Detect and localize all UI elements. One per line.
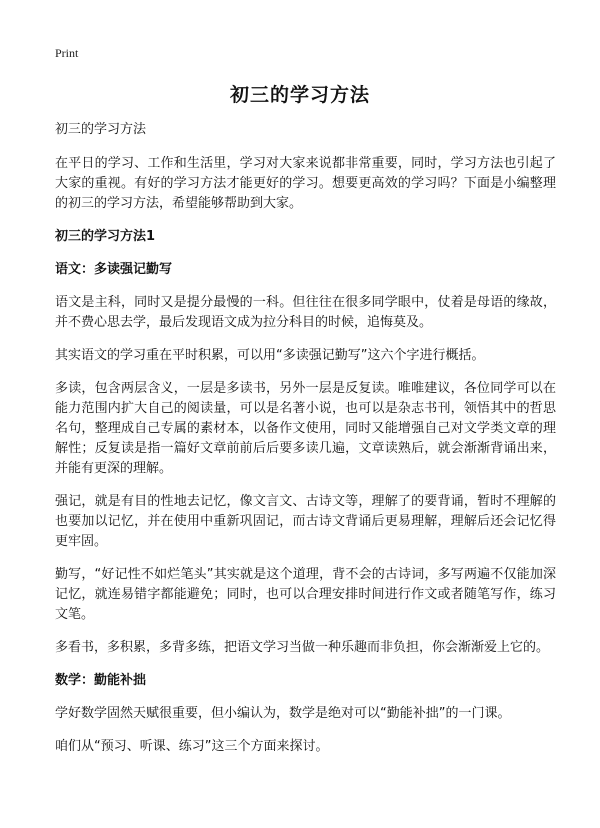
chinese-paragraph-4: 强记，就是有目的性地去记忆，像文言文、古诗文等，理解了的要背诵，暂时不理解的也要加以记忆，并在使用中重新巩固记，而古诗文背诵后更易理解，理解后还会记忆得更牢固。 <box>55 494 556 549</box>
math-paragraph-2: 咱们从“预习、听课、练习”这三个方面来探讨。 <box>55 739 329 754</box>
article-subtitle: 初三的学习方法 <box>55 122 147 137</box>
chinese-paragraph-2: 其实语文的学习重在平时积累，可以用“多读强记勤写”这六个字进行概括。 <box>55 348 485 363</box>
math-paragraph-1: 学好数学固然天赋很重要，但小编认为，数学是绝对可以“勤能补拙”的一门课。 <box>55 706 511 721</box>
print-label[interactable]: Print <box>55 46 79 60</box>
chinese-paragraph-3: 多读，包含两层含义，一层是多读书，另外一层是反复读。唯唯建议，各位同学可以在能力范围内扩大自己的阅读量，可以是名著小说，也可以是杂志书刊，领悟其中的哲思名句，整理成自己专属的素材本，以备作文使用，同时又能增强自己对文学类文章的理解性；反复读是指一篇好文章前前后后要多读几遍，文章读熟后，就会渐渐背诵出来，并能有更深的理解。 <box>55 381 556 476</box>
intro-paragraph: 在平日的学习、工作和生活里，学习对大家来说都非常重要，同时，学习方法也引起了大家的重视。有好的学习方法才能更好的学习。想要更高效的学习吗？下面是小编整理的初三的学习方法，希望能够帮助到大家。 <box>55 156 556 211</box>
page-title: 初三的学习方法 <box>229 84 370 106</box>
chinese-paragraph-5: 勤写，“好记性不如烂笔头”其实就是这个道理，背不会的古诗词，多写两遍不仅能加深记忆，就连易错字都能避免；同时，也可以合理安排时间进行作文或者随笔写作，练习文笔。 <box>55 567 556 622</box>
math-heading: 数学：勤能补拙 <box>55 673 147 688</box>
section-heading: 初三的学习方法1 <box>55 229 156 244</box>
chinese-paragraph-1: 语文是主科，同时又是提分最慢的一科。但往往在很多同学眼中，仗着是母语的缘故，并不费心思去学，最后发现语文成为拉分科目的时候，追悔莫及。 <box>55 295 556 330</box>
chinese-paragraph-6: 多看书，多积累，多背多练，把语文学习当做一种乐趣而非负担，你会渐渐爱上它的。 <box>55 640 550 655</box>
article-body <box>55 120 556 770</box>
chinese-heading: 语文：多读强记勤写 <box>55 262 173 277</box>
